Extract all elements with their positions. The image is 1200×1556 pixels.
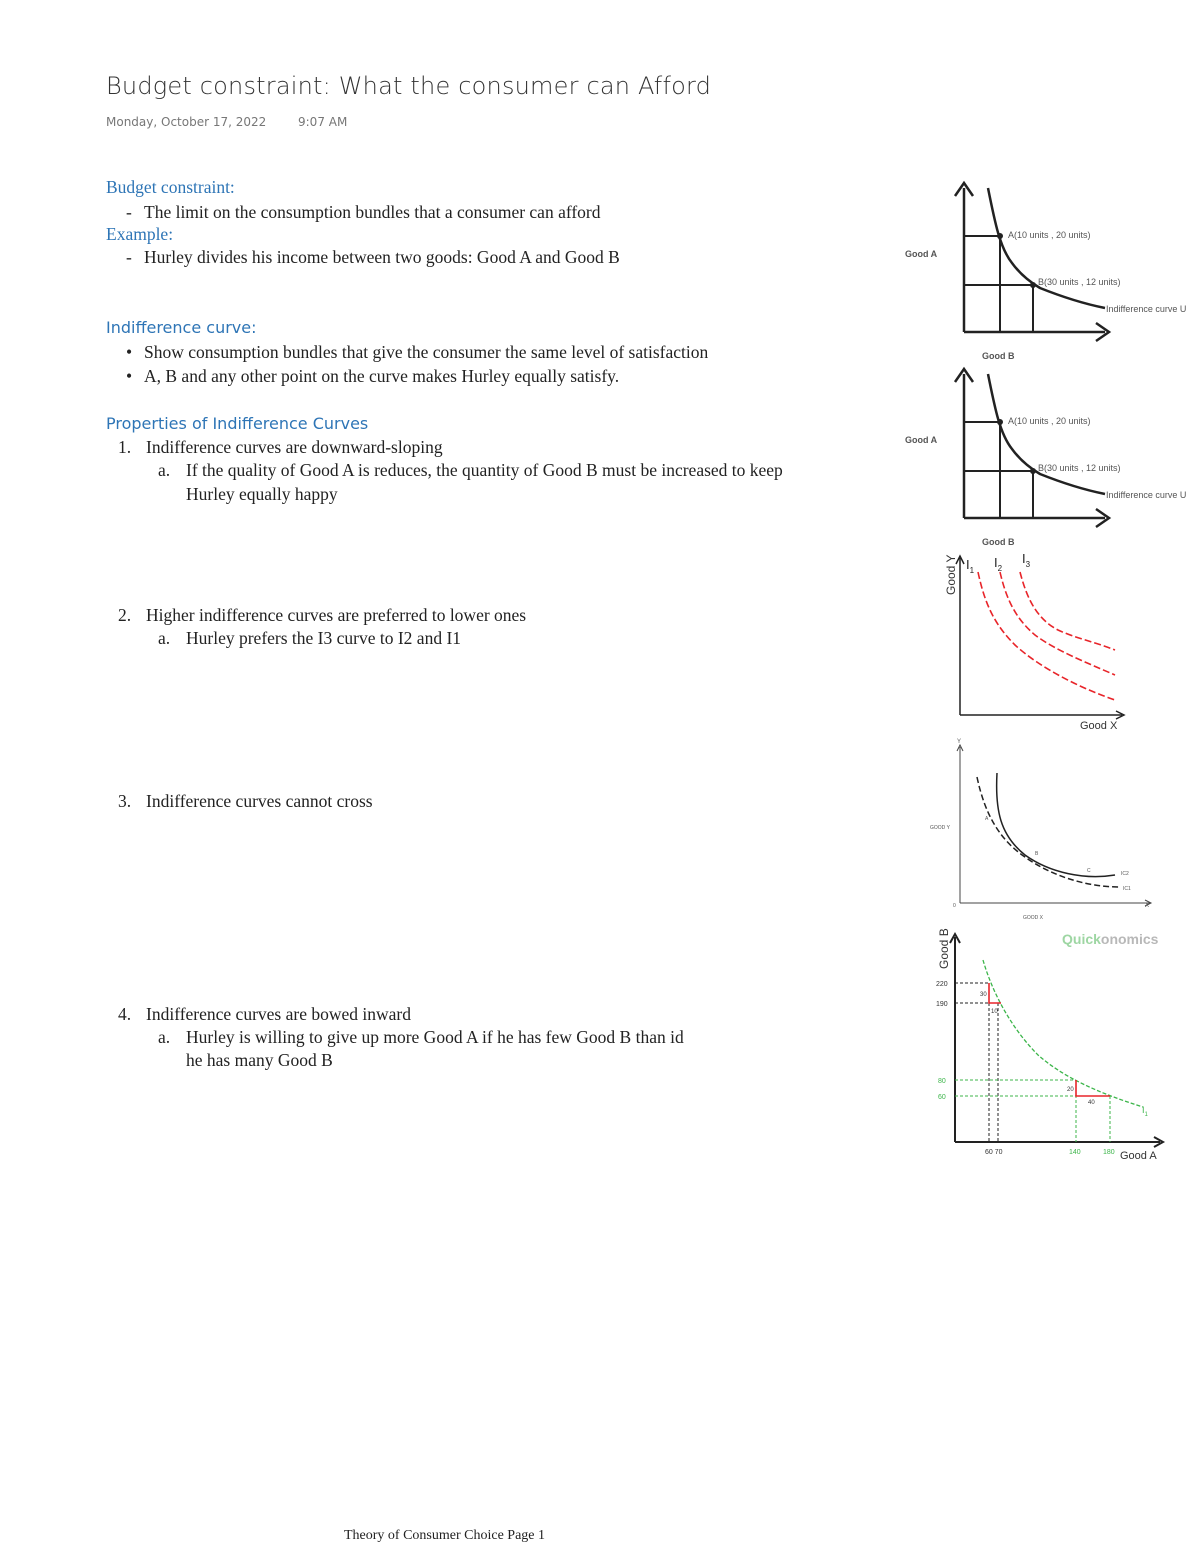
page-time: 9:07 AM [298, 115, 348, 129]
y-axis-label: GOOD Y [930, 825, 950, 831]
dash-marker: - [126, 202, 132, 222]
indifference-curve [988, 374, 1105, 494]
figure-indifference-curve-1 [900, 178, 1196, 368]
delta-40: 40 [1088, 1100, 1095, 1106]
curve-label-i2 [994, 555, 1003, 573]
property-3-text: Indifference curves cannot cross [146, 791, 373, 811]
x-axis-label: Good B [982, 537, 1015, 547]
figure-bowed-inward [928, 925, 1168, 1165]
point-a-label: A(10 units , 20 units) [1008, 416, 1091, 426]
curve-label-i3-main: I [1022, 551, 1026, 566]
curve-label-i2-sub: 2 [997, 564, 1003, 573]
x-axis-label: Good A [1120, 1150, 1157, 1162]
example-bullet-text: Hurley divides his income between two goods: Good A and Good B [144, 247, 620, 267]
indifference-curve [988, 188, 1105, 308]
y-tick-190: 190 [936, 1001, 948, 1008]
curve-i2 [1000, 572, 1115, 675]
example-heading: Example: [106, 224, 174, 244]
page-date: Monday, October 17, 2022 [106, 115, 267, 129]
curve-label-main: I [1142, 1105, 1145, 1115]
property-2 [118, 604, 526, 626]
indifference-bullet-2 [126, 365, 619, 387]
delta-30: 30 [980, 992, 987, 998]
delta-10: 10 [991, 1009, 998, 1015]
curve-solid [997, 773, 1115, 877]
curve-label: Indifference curve U [1106, 304, 1187, 314]
figure-crossing-curves [925, 735, 1160, 925]
property-4-sub-cont: he has many Good B [186, 1050, 333, 1070]
curve-label-i1 [966, 557, 975, 575]
axis-y-letter: Y [957, 739, 962, 745]
indifference-bullet-2-text: A, B and any other point on the curve makes Hurley equally satisfy. [144, 366, 620, 386]
indifference-bullet-1-text: Show consumption bundles that give the consumer the same level of satisfaction [144, 342, 709, 362]
y-axis-label: Good B [937, 928, 951, 969]
curve-label-ic1: IC1 [1123, 886, 1131, 892]
y-tick-80: 80 [938, 1078, 946, 1085]
property-1-sub-text: If the quality of Good A is reduces, the quantity of Good B must be increased to keep [186, 460, 783, 480]
sub-label: a. [158, 1027, 171, 1047]
example-bullet [126, 246, 620, 268]
property-2-sub-text: Hurley prefers the I3 curve to I2 and I1 [186, 628, 462, 648]
point-b-dot [1030, 468, 1036, 474]
property-2-text: Higher indifference curves are preferred to lower ones [146, 605, 527, 625]
property-4-text: Indifference curves are bowed inward [146, 1004, 411, 1024]
axis-x-letter: X [1145, 903, 1150, 909]
properties-heading: Properties of Indifference Curves [106, 414, 369, 433]
point-b-label: B(30 units , 12 units) [1038, 463, 1121, 473]
property-1-sub [158, 459, 783, 481]
delta-20: 20 [1067, 1087, 1074, 1093]
black-guides [955, 983, 998, 1142]
curve-label-sub: 1 [1144, 1112, 1148, 1118]
curve-i1 [978, 572, 1115, 700]
curve-label-i3 [1022, 551, 1031, 569]
axes [950, 934, 1163, 1147]
indifference-bullet-1 [126, 341, 708, 363]
list-number: 2. [118, 605, 132, 625]
grid-lines [964, 236, 1033, 332]
y-axis-label: Good Y [944, 554, 958, 595]
curve-label-i2-main: I [994, 555, 998, 570]
property-4-sub-text: Hurley is willing to give up more Good A if he has few Good B than id [186, 1027, 684, 1047]
y-tick-60: 60 [938, 1094, 946, 1101]
curve-label-i1 [1142, 1105, 1149, 1118]
property-2-sub [158, 627, 461, 649]
point-a-dot [997, 419, 1003, 425]
curve-i3 [1020, 572, 1115, 650]
red-steps [989, 983, 1110, 1096]
x-tick-60-70: 60 70 [985, 1149, 1003, 1156]
brand-logo-onomics: onomics [1100, 931, 1159, 947]
brand-logo-quick: Quick [1062, 931, 1101, 947]
property-1-sub-cont: Hurley equally happy [186, 484, 338, 504]
point-b-label: B(30 units , 12 units) [1038, 277, 1121, 287]
list-number: 3. [118, 791, 132, 811]
curve-label: Indifference curve U [1106, 490, 1187, 500]
brand-logo [1062, 931, 1159, 947]
indifference-curve [983, 960, 1143, 1107]
curve-label-i1-sub: 1 [969, 566, 975, 575]
indifference-heading: Indifference curve: [106, 318, 257, 337]
point-label-c: C [1087, 868, 1091, 874]
axes [957, 745, 1151, 906]
origin-label: 0 [953, 903, 956, 909]
point-b-dot [1030, 282, 1036, 288]
budget-heading: Budget constraint: [106, 177, 235, 197]
property-1-text: Indifference curves are downward-sloping [146, 437, 443, 457]
page-title: Budget constraint: What the consumer can Afford [106, 72, 712, 100]
figure-indifference-curve-2 [900, 364, 1196, 554]
dash-marker: - [126, 247, 132, 267]
property-4 [118, 1003, 411, 1025]
x-tick-140: 140 [1069, 1149, 1081, 1156]
bullet-marker: • [126, 342, 133, 362]
page-footer: Theory of Consumer Choice Page 1 [344, 1528, 546, 1543]
figure-higher-curves [940, 550, 1130, 730]
point-a-dot [997, 233, 1003, 239]
x-axis-label: Good X [1080, 720, 1118, 730]
point-label-b: B [1035, 851, 1039, 857]
curve-dashed [977, 777, 1120, 887]
y-tick-220: 220 [936, 981, 948, 988]
budget-bullet [126, 201, 601, 223]
budget-bullet-text: The limit on the consumption bundles that a consumer can afford [144, 202, 601, 222]
property-3 [118, 790, 373, 812]
point-label-a: A [985, 816, 989, 822]
property-4-sub [158, 1026, 684, 1048]
property-1 [118, 436, 443, 458]
green-guides [955, 1080, 1110, 1142]
grid-lines [964, 422, 1033, 518]
curve-label-i3-sub: 3 [1025, 560, 1031, 569]
point-a-label: A(10 units , 20 units) [1008, 230, 1091, 240]
sub-label: a. [158, 460, 171, 480]
curve-label-i1-main: I [966, 557, 970, 572]
bullet-marker: • [126, 366, 133, 386]
x-tick-180: 180 [1103, 1149, 1115, 1156]
red-curves [978, 572, 1115, 700]
curve-label-ic2: IC2 [1121, 871, 1129, 877]
y-axis-label: Good A [905, 435, 938, 445]
x-axis-label: GOOD X [1023, 915, 1044, 921]
list-number: 4. [118, 1004, 132, 1024]
y-axis-label: Good A [905, 249, 938, 259]
x-axis-label: Good B [982, 351, 1015, 361]
sub-label: a. [158, 628, 171, 648]
list-number: 1. [118, 437, 132, 457]
